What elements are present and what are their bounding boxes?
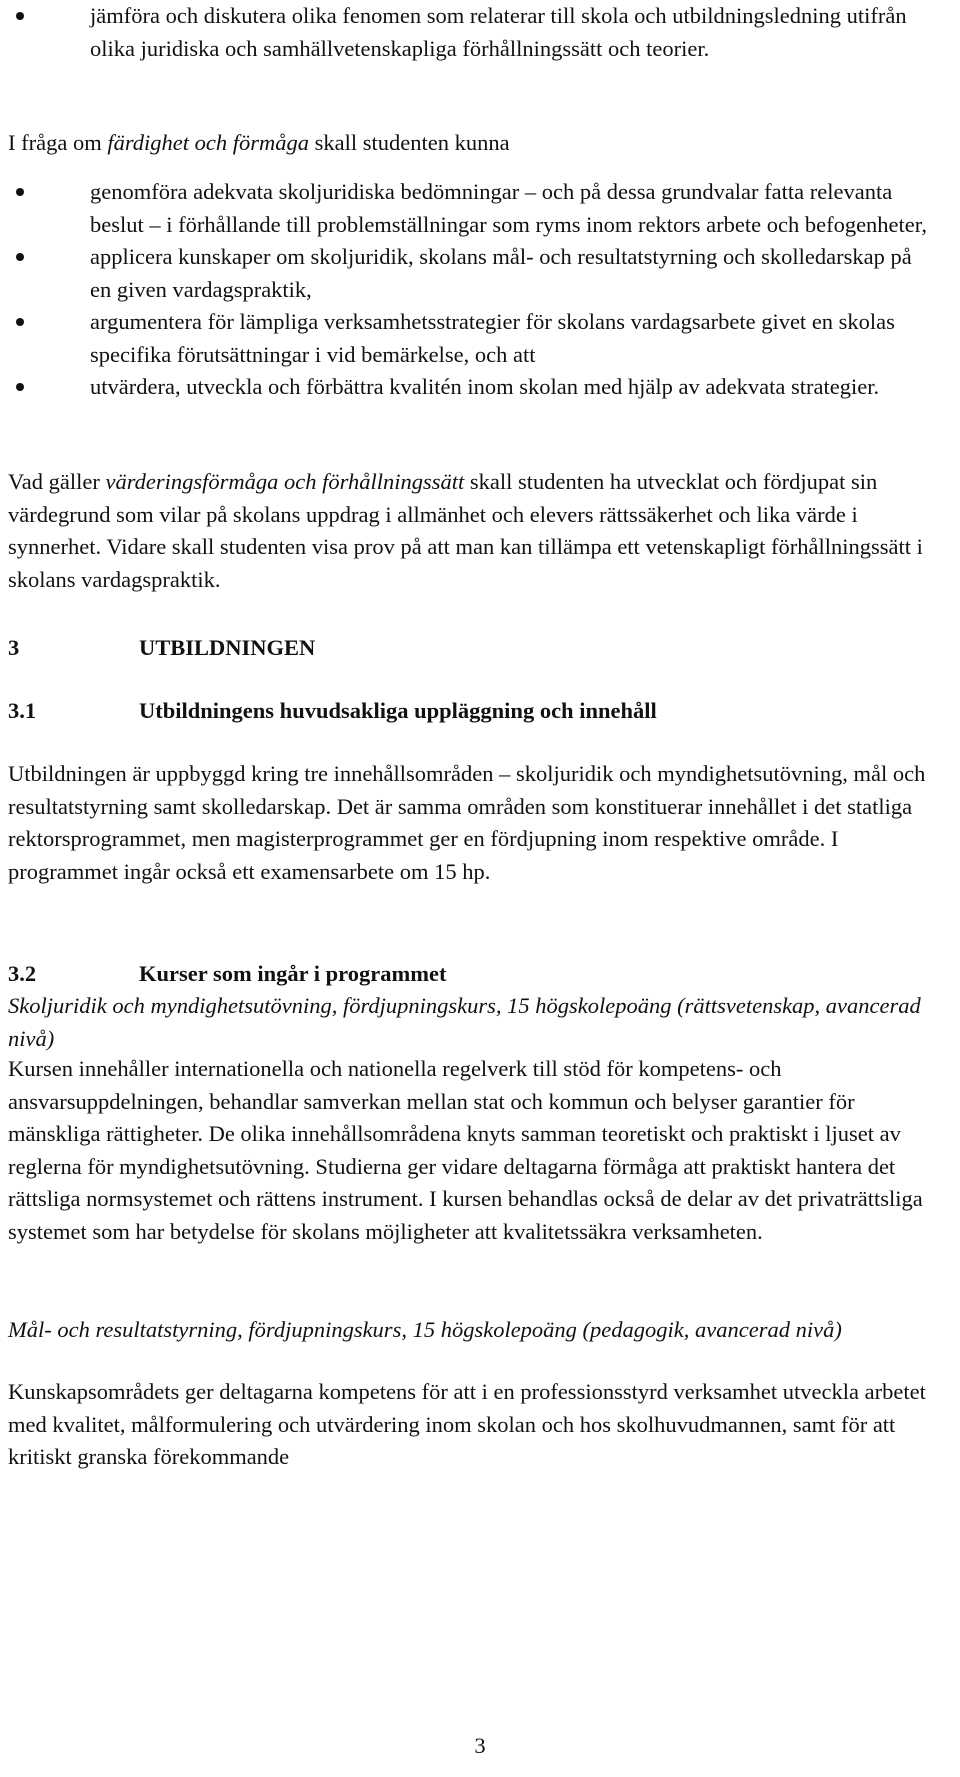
values-pre: Vad gäller xyxy=(8,469,106,494)
values-post: skall studenten ha utvecklat och fördjupat sin värdegrund som vilar på skolans uppdrag i allmänhet och elevers rättssäkerhet och lika värde i synnerhet. Vidare skall studenten visa prov på att man kan tillämpa ett vetenskapligt förhållningssätt i skolans vardagspraktik. xyxy=(8,469,923,592)
values-em: värderingsförmåga och förhållningssätt xyxy=(105,469,465,494)
list-item: applicera kunskaper om skoljuridik, skolans mål- och resultatstyrning och skolledarskap på en given vardagspraktik, xyxy=(8,241,938,306)
list-item: jämföra och diskutera olika fenomen som relaterar till skola och utbildningsledning utifrån olika juridiska och samhällvetenskapliga förhållningssätt och teorier. xyxy=(8,0,938,65)
section-3-heading xyxy=(8,632,938,665)
section-title: Utbildningens huvudsakliga uppläggning och innehåll xyxy=(139,698,657,723)
page-number: 3 xyxy=(474,1733,486,1758)
section-number: 3 xyxy=(8,635,20,660)
values-paragraph xyxy=(8,466,938,596)
list-item: genomföra adekvata skoljuridiska bedömningar – och på dessa grundvalar fatta relevanta beslut – i förhållande till problemställningar som ryms inom rektors arbete och befogenheter, xyxy=(8,176,938,241)
skills-intro-pre: I fråga om xyxy=(8,130,108,155)
course-2-title: Mål- och resultatstyrning, fördjupningskurs, 15 högskolepoäng (pedagogik, avancerad nivå) xyxy=(8,1317,842,1342)
course-2-text: Kunskapsområdets ger deltagarna kompetens för att i en professionsstyrd verksamhet utveckla arbetet med kvalitet, målformulering och utvärdering inom skolan och hos skolhuvudmannen, samt för att kritiskt granska förekommande xyxy=(8,1379,926,1469)
section-3-2-heading xyxy=(8,958,938,991)
list-item: utvärdera, utveckla och förbättra kvalitén inom skolan med hjälp av adekvata strategier. xyxy=(8,371,938,404)
section-3-1-text: Utbildningen är uppbyggd kring tre innehållsområden – skoljuridik och myndighetsutövning, mål och resultatstyrning samt skolledarskap. Det är samma områden som konstituerar innehållet i det statliga rektorsprogrammet, men magisterprogrammet ger en fördjupning inom respektive område. I programmet ingår också ett examensarbete om 15 hp. xyxy=(8,761,926,884)
section-title: Kurser som ingår i programmet xyxy=(139,961,447,986)
skills-intro xyxy=(8,127,938,160)
section-3-1-heading xyxy=(8,695,938,728)
skills-intro-post: skall studenten kunna xyxy=(308,130,510,155)
section-title: UTBILDNINGEN xyxy=(139,635,316,660)
bullet-list-knowledge xyxy=(8,0,938,65)
skills-intro-em: färdighet och förmåga xyxy=(107,130,309,155)
bullet-list-skills xyxy=(8,176,938,404)
section-number: 3.1 xyxy=(8,698,37,723)
course-1-text: Kursen innehåller internationella och nationella regelverk till stöd för kompetens- och ansvarsuppdelningen, behandlar samverkan mellan stat och kommun och belyser garantier för mänskliga rättigheter. De olika innehållsområdena knyts samman teoretiskt och praktiskt i ljuset av reglerna för myndighetsutövning. Studierna ger vidare deltagarna förmåga att praktiskt hantera det rättsliga normsystemet och rättens instrument. I kursen behandlas också de delar av det privaträttsliga systemet som har betydelse för skolans möjligheter att kvalitetssäkra verksamheten. xyxy=(8,1056,923,1244)
section-number: 3.2 xyxy=(8,961,37,986)
list-item: argumentera för lämpliga verksamhetsstrategier för skolans vardagsarbete givet en skolas specifika förutsättningar i vid bemärkelse, och att xyxy=(8,306,938,371)
course-1-title: Skoljuridik och myndighetsutövning, fördjupningskurs, 15 högskolepoäng (rättsvetenskap, avancerad nivå) xyxy=(8,993,921,1051)
